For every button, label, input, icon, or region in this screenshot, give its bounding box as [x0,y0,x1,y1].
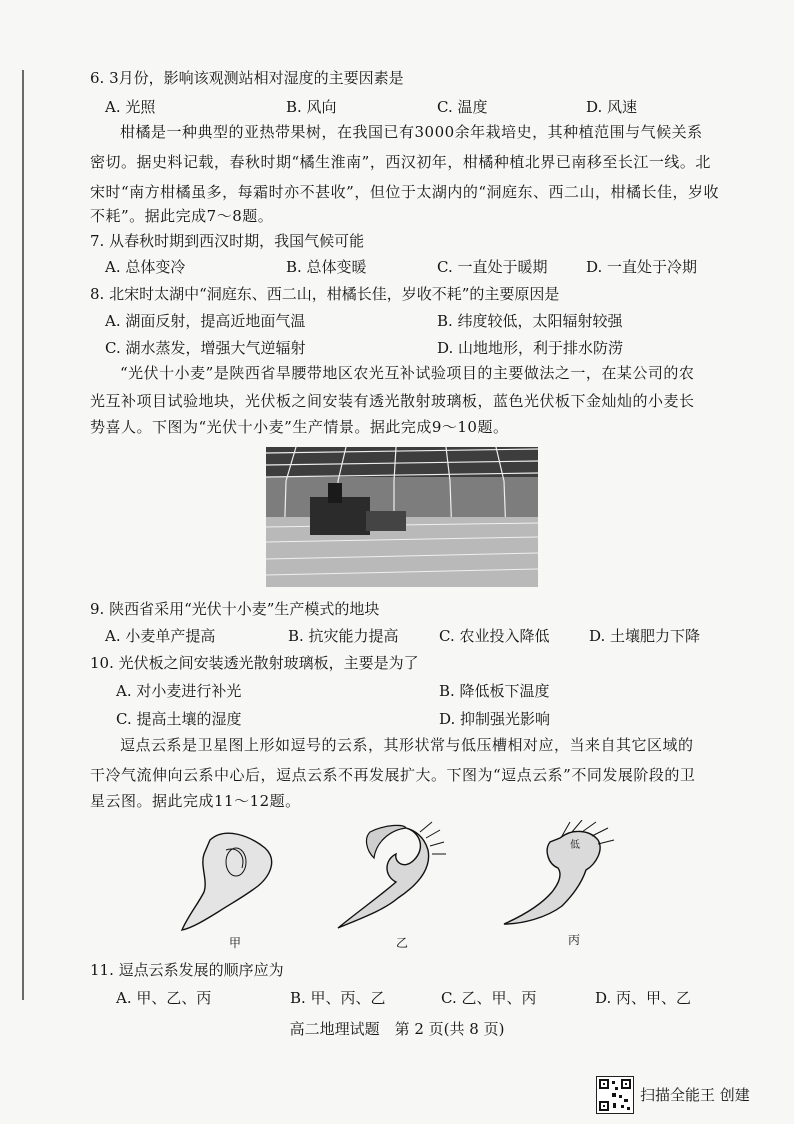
q9-option-c: C. 农业投入降低 [439,627,550,645]
q10-option-b: B. 降低板下温度 [439,682,550,700]
q9-option-a: A. 小麦单产提高 [105,627,216,645]
passage2-line1: “光伏十小麦”是陕西省旱腰带地区农光互补试验项目的主要做法之一，在某公司的农 [120,364,695,382]
passage1-line1: 柑橘是一种典型的亚热带果树，在我国已有3000余年栽培史，其种植范围与气候关系 [120,123,703,141]
q7-option-c: C. 一直处于暖期 [437,258,548,276]
q6-option-d: D. 风速 [586,98,638,116]
q8-option-d: D. 山地地形，利于排水防涝 [437,339,624,357]
q7-stem: 7. 从春秋时期到西汉时期，我国气候可能 [90,232,365,250]
q6-option-a: A. 光照 [105,98,156,116]
q10-option-d: D. 抑制强光影响 [439,710,551,728]
page-footer: 高二地理试题 第 2 页(共 8 页) [289,1020,505,1038]
passage1-line4: 不耗”。据此完成7～8题。 [90,207,274,225]
q10-option-a: A. 对小麦进行补光 [116,682,242,700]
q11-option-b: B. 甲、丙、乙 [290,989,386,1007]
q11-stem: 11. 逗点云系发展的顺序应为 [90,961,284,979]
passage2-line3: 势喜人。下图为“光伏十小麦”生产情景。据此完成9～10题。 [90,418,509,436]
q11-option-d: D. 丙、甲、乙 [595,989,692,1007]
q6-option-b: B. 风向 [286,98,337,116]
cloud-bing [504,820,614,924]
passage3-line2: 干冷气流伸向云系中心后，逗点云系不再发展扩大。下图为“逗点云系”不同发展阶段的卫 [90,766,696,784]
q7-option-a: A. 总体变冷 [105,258,186,276]
cloud-jia [182,833,272,930]
q9-option-d: D. 土壤肥力下降 [589,627,701,645]
passage3-line1: 逗点云系是卫星图上形如逗号的云系，其形状常与低压槽相对应，当来自其它区域的 [120,736,694,754]
pv-wheat-photo [266,447,538,587]
cloud-label-yi: 乙 [396,936,409,950]
q9-stem: 9. 陕西省采用“光伏十小麦”生产模式的地块 [90,600,380,618]
binding-margin-line [22,70,24,1000]
q6-option-c: C. 温度 [437,98,488,116]
cloud-yi [338,822,446,928]
passage2-line2: 光互补项目试验地块，光伏板之间安装有透光散射玻璃板，蓝色光伏板下金灿灿的小麦长 [90,392,695,410]
passage1-line3: 宋时“南方柑橘虽多，每霜时亦不甚收”，但位于太湖内的“洞庭东、西二山，柑橘长佳，岁收 [90,183,720,201]
passage1-line2: 密切。据史料记载，春秋时期“橘生淮南”，西汉初年，柑橘种植北界已南移至长江一线。北 [90,153,711,171]
passage3-line3: 星云图。据此完成11～12题。 [90,792,301,810]
cloud-label-jia: 甲 [229,936,242,950]
q10-option-c: C. 提高土壤的湿度 [116,710,242,728]
qr-code-drawing [597,1077,633,1113]
pv-wheat-photo-drawing [266,447,538,587]
cloud-label-bing: 丙 [568,933,581,947]
q9-option-b: B. 抗灾能力提高 [288,627,399,645]
q8-option-c: C. 湖水蒸发，增强大气逆辐射 [105,339,306,357]
q11-option-c: C. 乙、甲、丙 [441,989,537,1007]
q8-stem: 8. 北宋时太湖中“洞庭东、西二山，柑橘长佳，岁收不耗”的主要原因是 [90,285,560,303]
qr-code-icon [596,1076,634,1114]
q10-stem: 10. 光伏板之间安装透光散射玻璃板，主要是为了 [90,654,419,672]
q7-option-b: B. 总体变暖 [286,258,367,276]
cloud-label-low-pressure: 低 [570,840,580,851]
q8-option-a: A. 湖面反射，提高近地面气温 [105,312,306,330]
q8-option-b: B. 纬度较低，太阳辐射较强 [437,312,623,330]
q6-stem: 6. 3月份，影响该观测站相对湿度的主要因素是 [90,69,404,87]
q11-option-a: A. 甲、乙、丙 [116,989,212,1007]
scanner-app-caption: 扫描全能王 创建 [640,1086,750,1104]
q7-option-d: D. 一直处于冷期 [586,258,698,276]
